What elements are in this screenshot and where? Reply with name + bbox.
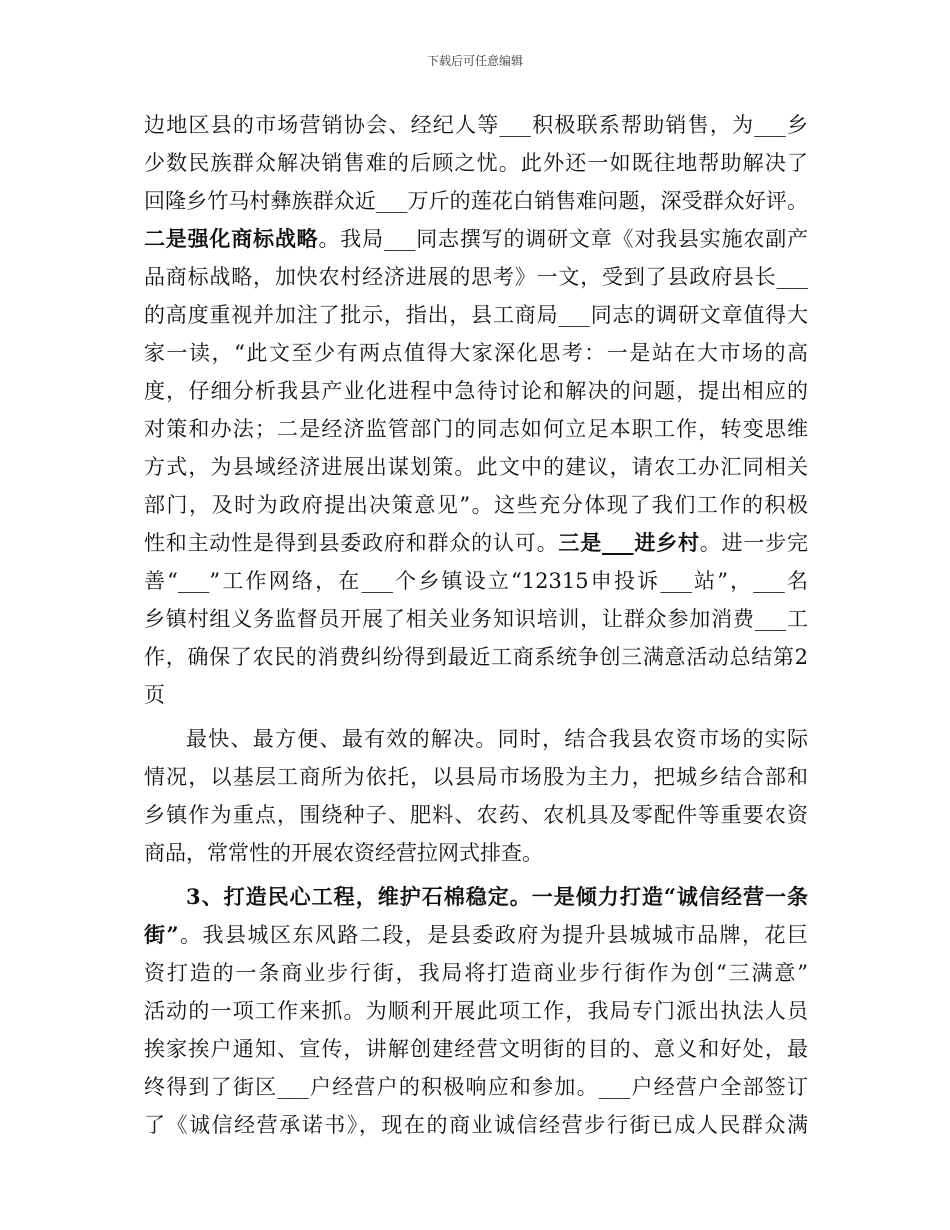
text-line: 活动的一项工作来抓。为顺利开展此项工作，我局专门派出执法人员 bbox=[144, 999, 808, 1023]
text-line: 乡镇村组义务监督员开展了相关业务知识培训，让群众参加消费___工 bbox=[144, 607, 808, 631]
text-line bbox=[144, 220, 808, 258]
text-line: 边地区县的市场营销协会、经纪人等___积极联系帮助销售，为___乡 bbox=[144, 113, 808, 137]
text-line: 情况，以基层工商所为依托，以县局市场股为主力，把城乡结合部和 bbox=[144, 765, 808, 789]
text-span: 。我局___同志撰写的调研文章《对我县实施农副产 bbox=[318, 227, 808, 251]
text-line: 方式，为县域经济进展出谋划策。此文中的建议，请农工办汇同相关 bbox=[144, 455, 808, 479]
text-line: 作，确保了农民的消费纠纷得到最近工商系统争创三满意活动总结第2 bbox=[144, 645, 808, 669]
text-line bbox=[144, 524, 808, 562]
text-line: 部门，及时为政府提出决策意见”。这些充分体现了我们工作的积极 bbox=[144, 493, 808, 517]
section-heading-project: 3、打造民心工程，维护石棉稳定。一是倾力打造“诚信经营一条 bbox=[186, 884, 808, 909]
text-line: 最快、最方便、最有效的解决。同时，结合我县农资市场的实际 bbox=[186, 727, 808, 751]
text-line: 对策和办法；二是经济监管部门的同志如何立足本职工作，转变思维 bbox=[144, 417, 808, 441]
text-line: 终得到了街区___户经营户的积极响应和参加。___户经营户全部签订 bbox=[144, 1075, 808, 1099]
text-line: 乡镇作为重点，围绕种子、肥料、农药、农机具及零配件等重要农资 bbox=[144, 803, 808, 827]
section-heading-street: 街” bbox=[144, 922, 179, 947]
text-line: 的高度重视并加注了批示，指出，县工商局___同志的调研文章值得大 bbox=[144, 303, 808, 327]
text-line bbox=[144, 878, 808, 916]
text-line: 回隆乡竹马村彝族群众近___万斤的莲花白销售难问题，深受群众好评。 bbox=[144, 189, 808, 213]
section-heading-trademark: 二是强化商标战略 bbox=[144, 226, 319, 251]
text-line: 资打造的一条商业步行街，我局将打造商业步行街作为创“三满意” bbox=[144, 961, 808, 985]
text-line: 品商标战略，加快农村经济进展的思考》一文，受到了县政府县长___ bbox=[144, 265, 808, 289]
page-header: 下载后可任意编辑 bbox=[426, 54, 523, 68]
text-line: 家一读，“此文至少有两点值得大家深化思考：一是站在大市场的高 bbox=[144, 341, 808, 365]
text-line: 挨家挨户通知、宣传，讲解创建经营文明街的目的、意义和好处，最 bbox=[144, 1037, 808, 1061]
section-heading-village: 三是___进乡村 bbox=[558, 530, 700, 555]
text-span: 性和主动性是得到县委政府和群众的认可。 bbox=[144, 531, 559, 555]
text-line: 度，仔细分析我县产业化进程中急待讨论和解决的问题，提出相应的 bbox=[144, 379, 808, 403]
text-line: 商品，常常性的开展农资经营拉网式排查。 bbox=[144, 841, 543, 865]
text-span: 。我县城区东风路二段，是县委政府为提升县城城市品牌，花巨 bbox=[178, 923, 808, 947]
document-body bbox=[144, 106, 808, 1144]
text-line: 了《诚信经营承诺书》，现在的商业诚信经营步行街已成人民群众满 bbox=[144, 1113, 808, 1137]
text-line bbox=[144, 916, 808, 954]
text-span: 。进一步完 bbox=[699, 531, 808, 555]
text-line: 页 bbox=[144, 683, 165, 707]
text-line: 少数民族群众解决销售难的后顾之忧。此外还一如既往地帮助解决了 bbox=[144, 151, 808, 175]
text-line: 善“___”工作网络，在___个乡镇设立“12315申投诉___站”，___名 bbox=[144, 569, 808, 593]
